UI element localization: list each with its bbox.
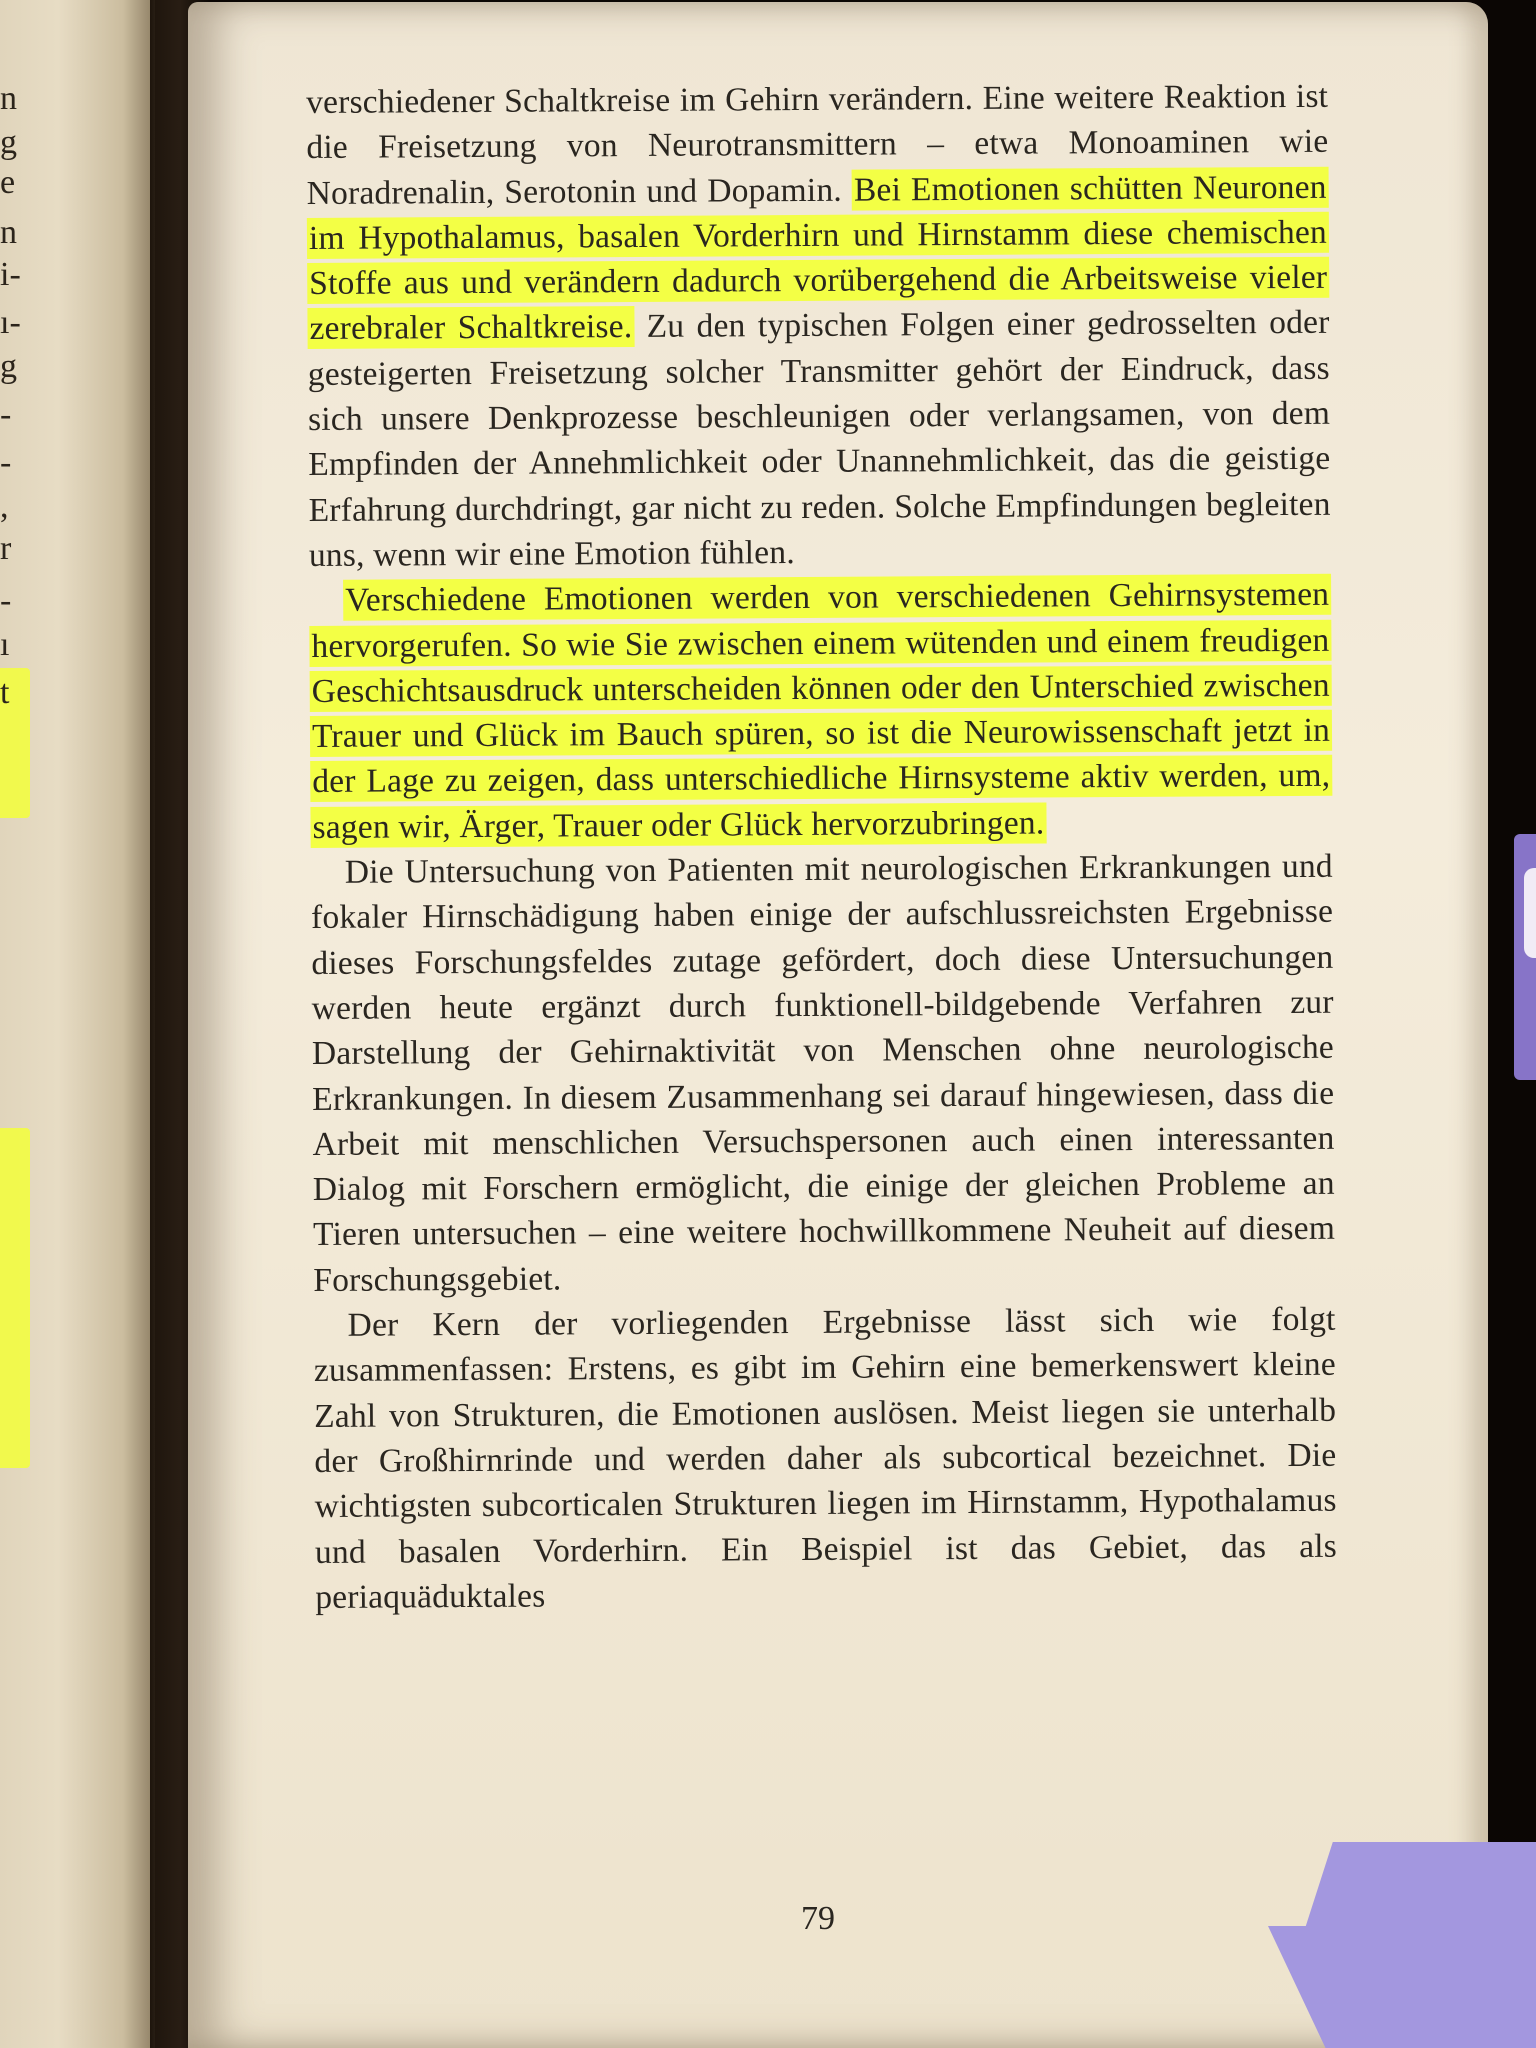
text-segment: Zu den typischen Folgen einer gedrosselten oder gesteigerten Freisetzung solcher Transmitter gehört der Eindruck, dass sich unsere Denkprozesse beschleunigen oder verlangsamen, von dem Empfinden der Annehmlichkeit oder Unannehmlichkeit, das die geistige Erfahrung durchdringt, gar nicht zu reden. Solche Empfindungen begleiten uns, wenn wir eine Emotion fühlen. bbox=[307, 304, 1331, 574]
left-page-line-fragment: n bbox=[0, 214, 17, 251]
left-page-line-fragment: r bbox=[0, 530, 12, 567]
highlighted-text: Bei Emotionen schütten Neuronen im Hypothalamus, basalen Vorderhirn und Hirnstamm diese chemischen Stoffe aus und verändern dadurch vorübergehend die Arbeitsweise vieler zerebraler Schaltkreise. bbox=[307, 166, 1330, 349]
left-page-line-fragment: g bbox=[0, 348, 17, 385]
left-page-line-fragment: g bbox=[0, 124, 17, 161]
text-segment: Der Kern der vorliegenden Ergebnisse lässt sich wie folgt zusammenfassen: Erstens, es gibt im Gehirn eine bemerkenswert kleine Zahl von Strukturen, die Emotionen auslösen. Meist liegen sie unterhalb der Großhirnrinde und werden daher als subcortical bezeichnet. Die wichtigsten subcorticalen Strukturen liegen im Hirnstamm, Hypothalamus und basalen Vorderhirn. Ein Beispiel ist das Gebiet, das als periaquäduktales bbox=[313, 1300, 1338, 1616]
bookmark-tab-notch bbox=[1524, 868, 1536, 958]
page-number: 79 bbox=[801, 1900, 835, 1937]
right-page bbox=[188, 2, 1488, 2048]
text-segment: verschiedener Schaltkreise im Gehirn verändern. Eine weitere Reaktion ist die Freisetzung von Neurotransmittern – etwa Monoaminen wie Noradrenalin, Serotonin und Dopamin. bbox=[306, 77, 1329, 212]
left-page-line-fragment: ı bbox=[0, 626, 10, 663]
left-page-line-fragment: n bbox=[0, 80, 17, 117]
left-page-line-fragment: - bbox=[0, 396, 12, 433]
left-page-line-fragment: ı- bbox=[0, 304, 21, 341]
left-page-line-fragment: e bbox=[0, 164, 16, 201]
left-page-line-fragment: , bbox=[0, 488, 9, 525]
left-page bbox=[0, 0, 155, 2048]
left-page-line-fragment: i- bbox=[0, 256, 21, 293]
paragraph bbox=[306, 74, 1331, 578]
left-page-line-fragment: t bbox=[0, 674, 10, 711]
paragraph bbox=[311, 844, 1336, 1303]
left-page-line-fragment: - bbox=[0, 444, 12, 481]
paragraph bbox=[313, 1297, 1337, 1620]
highlighted-text: Verschiedene Emotionen werden von verschiedenen Gehirnsystemen hervorgerufen. So wie Sie zwischen einem wütenden und einem freudigen Geschichtsausdruck unterscheiden können oder den Unterschied zwischen Trauer und Glück im Bauch spüren, so ist die Neurowissenschaft jetzt in der Lage zu zeigen, dass unterschiedliche Hirnsysteme aktiv werden, um, sagen wir, Ärger, Trauer oder Glück hervorzubringen. bbox=[309, 574, 1332, 848]
text-segment: Die Untersuchung von Patienten mit neurologischen Erkrankungen und fokaler Hirnschädigung haben einige der aufschlussreichsten Ergebnisse dieses Forschungsfeldes zutage gefördert, doch diese Untersuchungen werden heute ergänzt durch funktionell-bildgebende Verfahren zur Darstellung der Gehirnaktivität von Menschen ohne neurologische Erkrankungen. In diesem Zusammenhang sei darauf hingewiesen, dass die Arbeit mit menschlichen Versuchspersonen auch einen interessanten Dialog mit Forschern ermöglicht, die einige der gleichen Probleme an Tieren untersuchen – eine weitere hochwillkommene Neuheit auf diesem Forschungsgebiet. bbox=[311, 847, 1336, 1299]
left-page-line-fragment: - bbox=[0, 582, 12, 619]
paragraph bbox=[309, 572, 1333, 850]
left-page-highlight bbox=[0, 1128, 30, 1468]
body-text bbox=[306, 74, 1337, 1620]
